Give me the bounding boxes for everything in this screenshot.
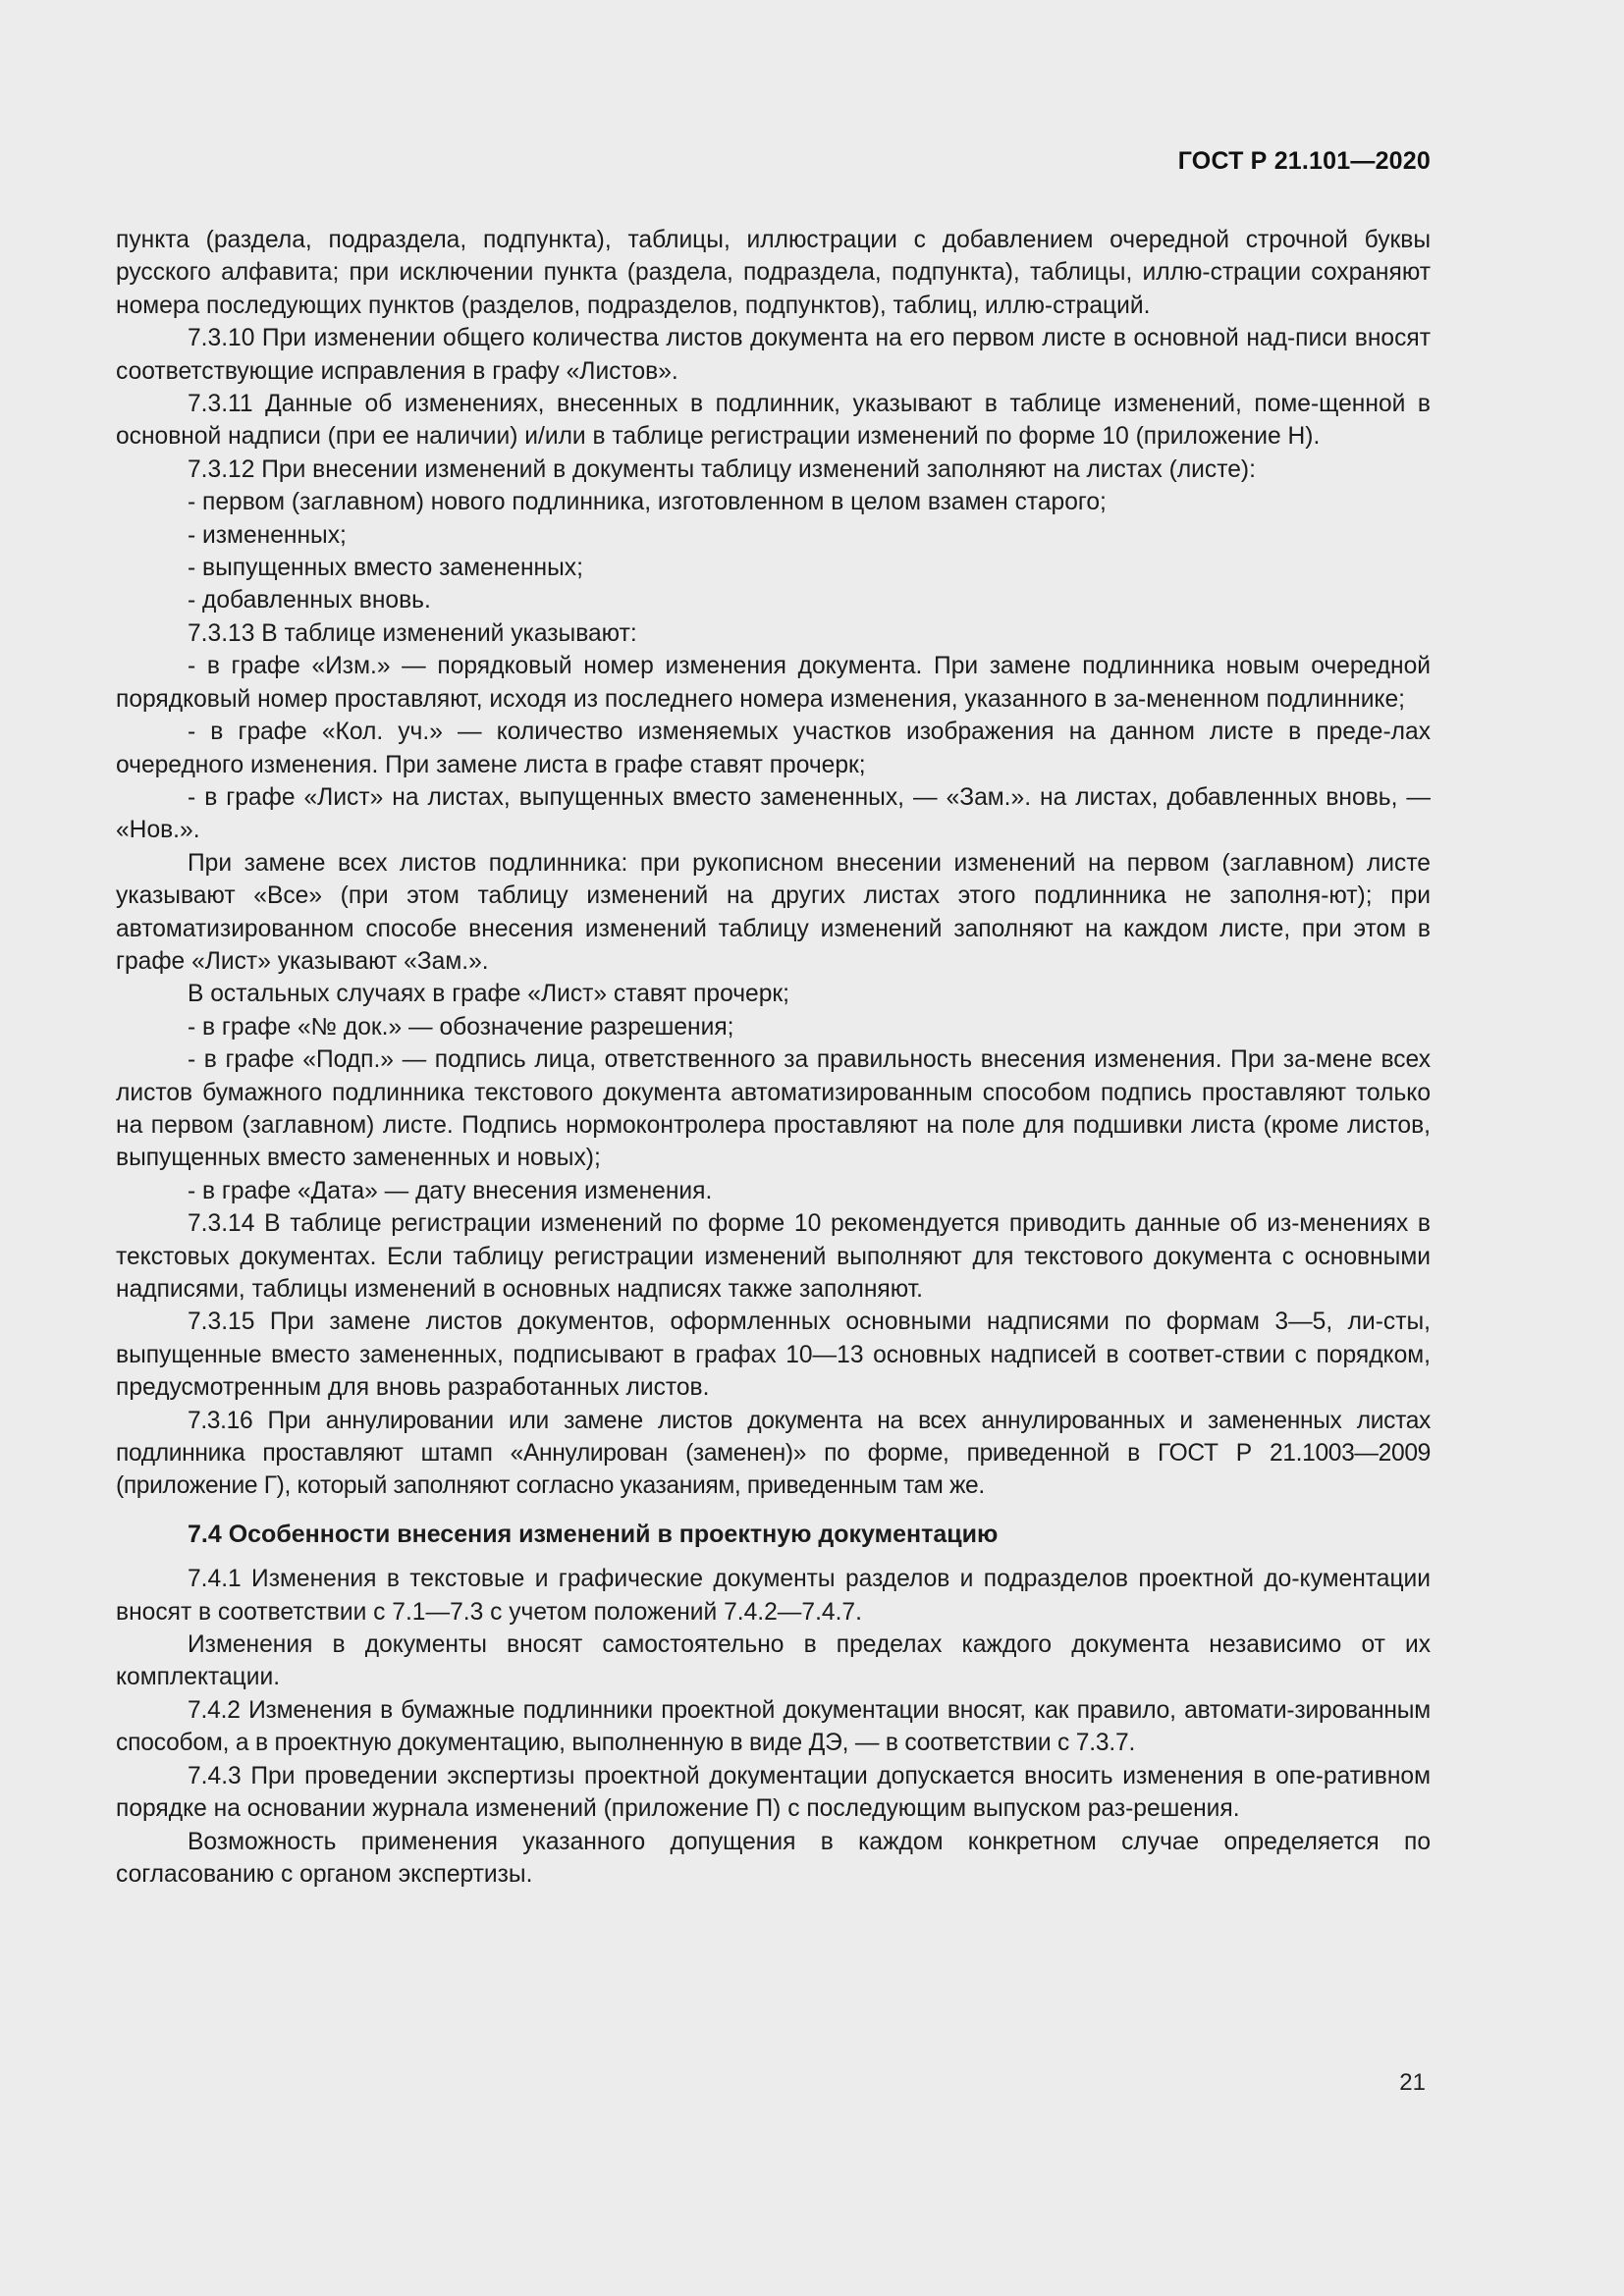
section-heading: 7.4 Особенности внесения изменений в проектную документацию (188, 1520, 999, 1548)
clause-7-3-13: 7.3.13 В таблице изменений указывают: (188, 619, 637, 647)
list-item: - в графе «Дата» — дату внесения изменения. (188, 1177, 713, 1204)
clause-7-3-14: 7.3.14 В таблице регистрации изменений по форме 10 рекомендуется приводить данные об из-менениях в текстовых документах. Если таблицу регистрации изменений выполняют для текстового документа с основными надписями, таблицы изменений в основных надписях также заполняют. (116, 1210, 1431, 1303)
clause-7-3-11: 7.3.11 Данные об изменениях, внесенных в подлинник, указывают в таблице изменений, поме-щенной в основной надписи (при ее наличии) и/или в таблице регистрации изменений по форме 10 (приложение Н). (116, 391, 1431, 451)
paragraph: В остальных случаях в графе «Лист» ставят прочерк; (188, 981, 789, 1008)
list-item: - первом (заглавном) нового подлинника, изготовленном в целом взамен старого; (188, 489, 1107, 516)
document-code-header: ГОСТ Р 21.101—2020 (1177, 147, 1431, 175)
list-item: - добавленных вновь. (188, 587, 431, 614)
clause-7-4-1: 7.4.1 Изменения в текстовые и графические документы разделов и подразделов проектной до-кументации вносят в соответствии с 7.1—7.3 с учетом положений 7.4.2—7.4.7. (116, 1566, 1431, 1626)
clause-7-3-15: 7.3.15 При замене листов документов, оформленных основными надписями по формам 3—5, ли-сты, выпущенные вместо замененных, подписывают в графах 10—13 основных надписей в соответ-ствии с порядком, предусмотренным для вновь разработанных листов. (116, 1308, 1431, 1402)
list-item: - в графе «№ док.» — обозначение разрешения; (188, 1013, 734, 1041)
list-item: - в графе «Подп.» — подпись лица, ответственного за правильность внесения изменения. При за-мене всех листов бумажного подлинника текстового документа автоматизированным способом подпись проставляют только на первом (заглавном) листе. Подпись нормоконтролера проставляют на поле для подшивки листа (кроме листов, выпущенных вместо замененных и новых); (116, 1046, 1431, 1172)
list-item: - выпущенных вместо замененных; (188, 555, 583, 582)
clause-7-3-10: 7.3.10 При изменении общего количества листов документа на его первом листе в основной над-писи вносят соответствующие исправления в графу «Листов». (116, 325, 1431, 385)
page-number: 21 (1399, 2069, 1426, 2096)
list-item: - в графе «Лист» на листах, выпущенных вместо замененных, — «Зам.». на листах, добавленных вновь, — «Нов.». (116, 783, 1431, 844)
list-item: - в графе «Кол. уч.» — количество изменяемых участков изображения на данном листе в преде-лах очередного изменения. При замене листа в графе ставят прочерк; (116, 719, 1431, 778)
list-item: - в графе «Изм.» — порядковый номер изменения документа. При замене подлинника новым очередной порядковый номер проставляют, исходя из последнего номера изменения, указанного в за-мененном подлиннике; (116, 653, 1431, 713)
clause-7-4-2: 7.4.2 Изменения в бумажные подлинники проектной документации вносят, как правило, автомати-зированным способом, а в проектную документацию, выполненную в виде ДЭ, — в соответствии с 7.3.7. (116, 1696, 1431, 1757)
list-item: - измененных; (188, 521, 347, 549)
clause-7-3-16: 7.3.16 При аннулировании или замене листов документа на всех аннулированных и замененных листах подлинника проставляют штамп «Аннулирован (заменен)» по форме, приведенной в ГОСТ Р 21.1003—2009 (приложение Г), который заполняют согласно указаниям, приведенным там же. (116, 1407, 1431, 1500)
paragraph: Изменения в документы вносят самостоятельно в пределах каждого документа независимо от их комплектации. (116, 1631, 1431, 1691)
paragraph: При замене всех листов подлинника: при рукописном внесении изменений на первом (заглавном) листе указывают «Все» (при этом таблицу изменений на других листах этого подлинника не заполня-ют); при автоматизированном способе внесения изменений таблицу изменений заполняют на каждом листе, при этом в графе «Лист» указывают «Зам.». (116, 849, 1431, 975)
paragraph: Возможность применения указанного допущения в каждом конкретном случае определяется по согласованию с органом экспертизы. (116, 1828, 1431, 1888)
document-body (116, 224, 1431, 1891)
paragraph: пункта (раздела, подраздела, подпункта), таблицы, иллюстрации с добавлением очередной строчной буквы русского алфавита; при исключении пункта (раздела, подраздела, подпункта), таблицы, иллю-страции сохраняют номера последующих пунктов (разделов, подразделов, подпунктов), таблиц, иллю-страций. (116, 227, 1431, 319)
clause-7-3-12: 7.3.12 При внесении изменений в документы таблицу изменений заполняют на листах (листе): (188, 455, 1256, 483)
clause-7-4-3: 7.4.3 При проведении экспертизы проектной документации допускается вносить изменения в опе-ративном порядке на основании журнала изменений (приложение П) с последующим выпуском раз-решения. (116, 1762, 1431, 1823)
